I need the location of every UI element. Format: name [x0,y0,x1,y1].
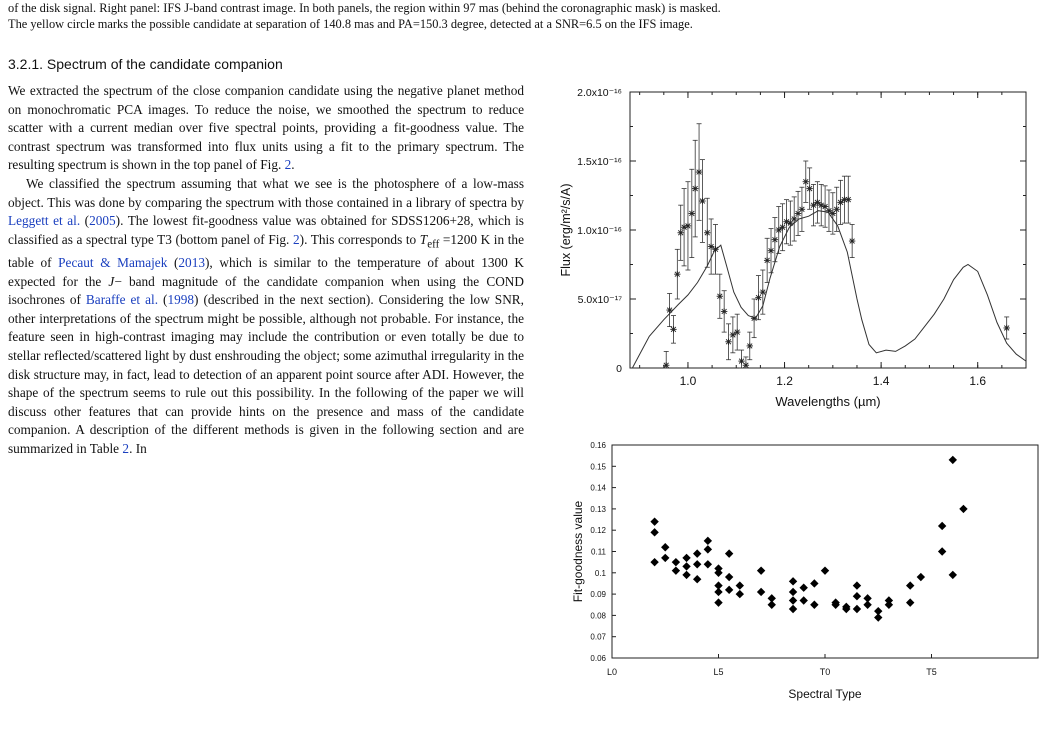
y-tick-label: 0.07 [590,632,606,642]
citation-pecaut-link[interactable]: Pecaut & Mamajek [58,255,168,270]
y-tick-label: 0.1 [594,568,606,578]
paragraph-2: We classified the spectrum assuming that what we see is the photosphere of a low-mass object. This was done by comparing the spectrum with those contained in a library of spectra by Leggett et al. (2005). The lowest fit-goodness value was obtained for SDSS1206+28, which is classified as a spectral type T3 (bottom panel of Fig. 2). This corresponds to $T_{eff} =1200$ K in the table of Pecaut & Mamajek (2013), which is similar to the temperature of about 1300 K expected for the J− band magnitude of the candidate companion when using the COND isochrones of Baraffe et al. (1998) (described in the next section). Considering the low SNR, other interpretations of the spectrum might be possible, although not probable. For instance, the feature seen in high-contrast imaging may include the contribution or even totally be due to stellar reflected/scattered light by dust enshrouding the object; some azimuthal irregularity in the disk structure may, in fact, lead to detection of an apparent point source after ADI. However, the shape of the spectrum seems to rule out this possibility. In the following of the paper we will discuss other features that can provide hints on the presence and mass of the candidate companion. A description of the different methods is given in the following section and are summarized in Table 2. In [8,175,524,456]
data-point [853,605,861,613]
data-point [810,601,818,609]
data-point [650,558,658,566]
data-point [714,564,722,572]
fit-goodness-chart-svg [566,440,1046,700]
data-point [874,613,882,621]
x-tick-label: T0 [819,667,831,677]
x-tick-label: 1.4 [872,374,890,388]
data-point [736,581,744,589]
x-axis-label: Wavelengths (µm) [775,394,881,409]
data-point [704,560,712,568]
y-tick-label: 0.15 [590,462,606,472]
data-point [949,456,957,464]
data-point [789,605,797,613]
data-point [682,562,690,570]
data-point [725,586,733,594]
data-point [693,549,701,557]
citation-baraffe-link[interactable]: Baraffe et al. [85,292,159,308]
data-point [853,592,861,600]
fit-goodness-chart [566,440,1046,700]
x-tick-label: L5 [713,667,724,677]
x-tick-label: 1.2 [776,374,793,388]
citation-leggett-link[interactable]: Leggett et al. [8,213,81,229]
data-point [949,571,957,579]
data-point [650,517,658,525]
data-point [672,558,680,566]
y-tick-label: 0.08 [590,611,606,621]
data-point [704,537,712,545]
section-heading: 3.2.1. Spectrum of the candidate companion [8,56,283,72]
y-tick-label: 0.09 [590,590,606,600]
data-point [768,601,776,609]
caption-line-1: of the disk signal. Right panel: IFS J-band contrast image. In both panels, the region within 97 mas (behind the coronagraphic mask) is masked. [8,1,721,15]
spectrum-chart-svg [552,80,1052,409]
data-point [682,571,690,579]
data-point [863,594,871,602]
fig-ref-link[interactable]: 2 [284,157,292,173]
data-point [682,554,690,562]
data-point [789,596,797,604]
y-tick-label: 2.0x10⁻¹⁶ [577,87,622,99]
y-tick-label: 1.5x10⁻¹⁶ [577,156,622,168]
fig-ref-link-2[interactable]: 2 [292,231,300,247]
data-point [938,547,946,555]
plot-frame [612,445,1038,658]
data-point [661,554,669,562]
figure-caption [8,0,1048,32]
table-ref-link[interactable]: 2 [122,440,130,456]
y-axis-label: Fit-goodness value [571,500,585,603]
y-axis-label: Flux (erg/m²/s/A) [559,183,573,277]
data-point [693,575,701,583]
citation-baraffe-year-link[interactable]: 1998 [167,292,195,308]
data-point [938,522,946,530]
data-point [736,590,744,598]
y-tick-label: 0.12 [590,526,606,536]
citation-pecaut-year-link[interactable]: 2013 [178,255,205,270]
x-tick-label: 1.0 [679,374,697,388]
y-tick-label: 0.13 [590,504,606,514]
spectrum-chart [552,80,1052,409]
data-point [693,560,701,568]
data-point [714,588,722,596]
data-point [725,573,733,581]
x-axis-label: Spectral Type [788,687,862,701]
y-tick-label: 0 [616,363,622,375]
data-point [757,588,765,596]
y-tick-label: 0.06 [590,654,606,663]
data-point [885,601,893,609]
data-point [714,598,722,606]
body-text [8,82,524,459]
data-point [661,543,669,551]
data-point [789,588,797,596]
data-point [789,577,797,585]
data-point [917,573,925,581]
data-point [725,549,733,557]
data-point [650,528,658,536]
data-point [704,545,712,553]
x-tick-label: T5 [926,667,937,677]
y-tick-label: 0.14 [590,483,606,493]
data-point [672,566,680,574]
data-point [821,566,829,574]
y-tick-label: 0.11 [591,547,606,557]
x-tick-label: 1.6 [969,374,987,388]
data-point [906,598,914,606]
paragraph-1: We extracted the spectrum of the close companion candidate using the negative planet method on monochromatic PCA images. To reduce the noise, we smoothed the spectrum to reduce scatter with a current median over five spectral points, providing a fit-goodness value. The contrast spectrum was transformed into flux units using a fit to the primary spectrum. The resulting spectrum is shown in the top panel of Fig. 2. [8,83,524,173]
data-point [800,584,808,592]
plot-frame [630,92,1026,368]
y-tick-label: 5.0x10⁻¹⁷ [577,294,622,306]
y-tick-label: 1.0x10⁻¹⁶ [577,225,622,237]
data-point [810,579,818,587]
data-point [757,566,765,574]
data-point [959,505,967,513]
caption-line-2: The yellow circle marks the possible candidate at separation of 140.8 mas and PA=150.3 degree, detected at a SNR=6.5 on the IFS image. [8,17,693,31]
data-point [906,581,914,589]
data-point [800,596,808,604]
x-tick-label: L0 [606,667,618,677]
citation-leggett-year-link[interactable]: 2005 [89,213,116,229]
data-point [853,581,861,589]
y-tick-label: 0.16 [590,441,606,450]
